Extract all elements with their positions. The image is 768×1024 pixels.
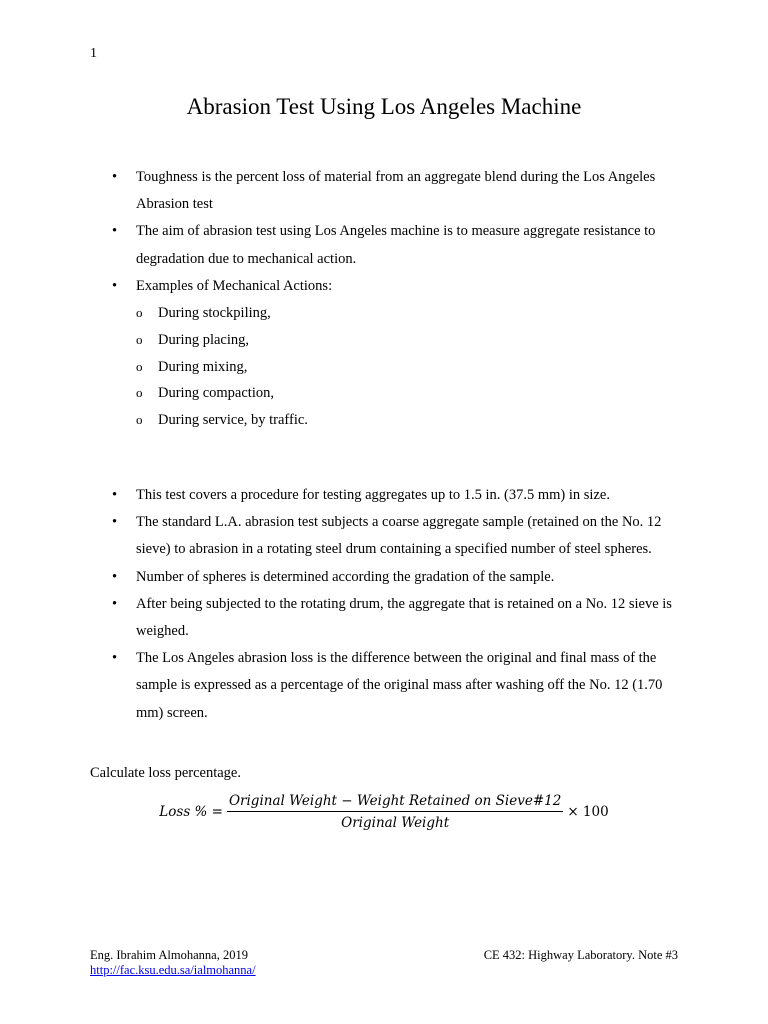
bullet-list-procedure xyxy=(112,482,692,727)
list-item: • The standard L.A. abrasion test subjects a coarse aggregate sample (retained on the No. 12 sieve) to abrasion in a rotating steel drum containing a specified number of steel spheres. xyxy=(112,509,692,563)
footer-course: CE 432: Highway Laboratory. Note #3 xyxy=(483,948,678,962)
list-item-text: Examples of Mechanical Actions: xyxy=(136,277,333,294)
formula-denominator: Original Weight xyxy=(341,815,450,831)
list-item: • Toughness is the percent loss of material from an aggregate blend during the Los Angeles Abrasion test xyxy=(112,164,692,218)
sub-list-item: o During stockpiling, xyxy=(136,300,692,327)
sub-list-item: o During service, by traffic. xyxy=(136,407,692,434)
formula-rhs: × 100 xyxy=(567,804,609,820)
loss-formula xyxy=(0,793,768,831)
page-number: 1 xyxy=(90,46,97,61)
formula-lhs: Loss % = xyxy=(159,804,223,820)
formula-numerator: Original Weight − Weight Retained on Sieve#12 xyxy=(227,793,563,812)
list-item: • After being subjected to the rotating drum, the aggregate that is retained on a No. 12 sieve is weighed. xyxy=(112,591,692,645)
list-item: • Number of spheres is determined according the gradation of the sample. xyxy=(112,564,692,591)
footer-author-block xyxy=(90,948,256,978)
list-item: • The aim of abrasion test using Los Angeles machine is to measure aggregate resistance to degradation due to mechanical action. xyxy=(112,218,692,272)
sub-list-item: o During mixing, xyxy=(136,354,692,381)
sub-list-item: o During placing, xyxy=(136,327,692,354)
footer-link[interactable]: http://fac.ksu.edu.sa/ialmohanna/ xyxy=(90,963,256,977)
sub-list-mechanical-actions xyxy=(136,300,692,434)
bullet-list-intro xyxy=(112,164,692,434)
calculate-label: Calculate loss percentage. xyxy=(90,765,241,781)
sub-list-item: o During compaction, xyxy=(136,380,692,407)
formula-fraction xyxy=(227,793,563,831)
list-item: • The Los Angeles abrasion loss is the difference between the original and final mass of the sample is expressed as a percentage of the original mass after washing off the No. 12 (1.70 mm) screen. xyxy=(112,645,692,727)
document-title: Abrasion Test Using Los Angeles Machine xyxy=(186,94,582,119)
footer-author: Eng. Ibrahim Almohanna, 2019 xyxy=(90,948,248,962)
list-item: • This test covers a procedure for testing aggregates up to 1.5 in. (37.5 mm) in size. xyxy=(112,482,692,509)
list-item xyxy=(112,273,692,434)
